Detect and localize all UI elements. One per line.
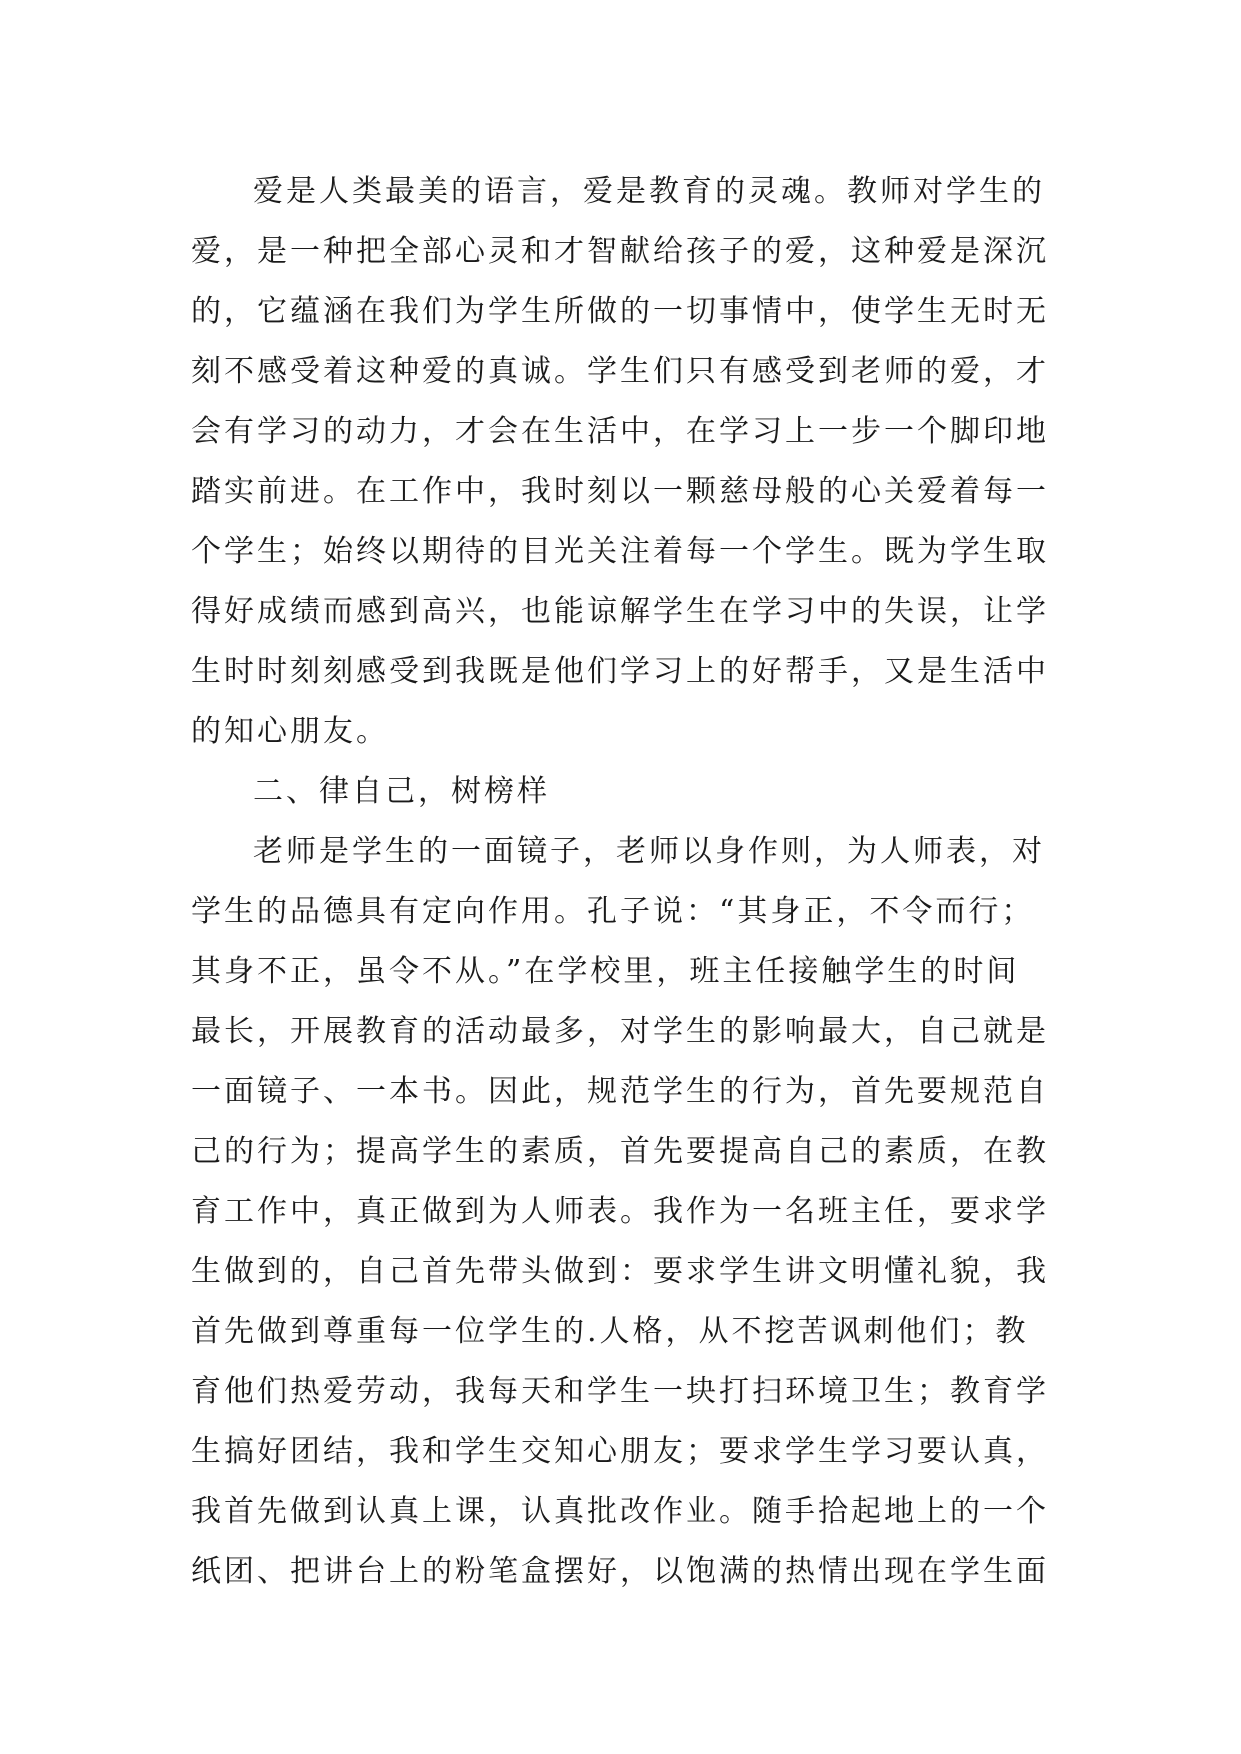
text-line: 其身不正，虽令不从。”在学校里，班主任接触学生的时间 — [191, 954, 1020, 989]
section-heading: 二、律自己，树榜样 — [253, 774, 550, 809]
text-line: 爱是人类最美的语言，爱是教育的灵魂。教师对学生的 — [253, 174, 1045, 209]
text-line: 生搞好团结，我和学生交知心朋友；要求学生学习要认真， — [191, 1434, 1049, 1469]
text-line: 的，它蕴涵在我们为学生所做的一切事情中，使学生无时无 — [191, 294, 1049, 329]
text-line: 生时时刻刻感受到我既是他们学习上的好帮手，又是生活中 — [191, 654, 1049, 689]
text-line: 己的行为；提高学生的素质，首先要提高自己的素质，在教 — [191, 1134, 1049, 1169]
text-line: 最长，开展教育的活动最多，对学生的影响最大，自己就是 — [191, 1014, 1049, 1049]
text-line: 刻不感受着这种爱的真诚。学生们只有感受到老师的爱，才 — [191, 354, 1049, 389]
text-line: 踏实前进。在工作中，我时刻以一颗慈母般的心关爱着每一 — [191, 474, 1049, 509]
text-line: 的知心朋友。 — [191, 714, 389, 749]
text-line: 一面镜子、一本书。因此，规范学生的行为，首先要规范自 — [191, 1074, 1049, 1109]
text-line: 首先做到尊重每一位学生的.人格，从不挖苦讽刺他们；教 — [191, 1314, 1029, 1349]
text-line: 育他们热爱劳动，我每天和学生一块打扫环境卫生；教育学 — [191, 1374, 1049, 1409]
text-line: 育工作中，真正做到为人师表。我作为一名班主任，要求学 — [191, 1194, 1049, 1229]
text-line: 纸团、把讲台上的粉笔盒摆好，以饱满的热情出现在学生面 — [191, 1554, 1049, 1589]
text-line: 得好成绩而感到高兴，也能谅解学生在学习中的失误，让学 — [191, 594, 1049, 629]
text-line: 会有学习的动力，才会在生活中，在学习上一步一个脚印地 — [191, 414, 1049, 449]
document-body — [191, 162, 1051, 1602]
text-line: 老师是学生的一面镜子，老师以身作则，为人师表，对 — [253, 834, 1045, 869]
text-line: 个学生；始终以期待的目光关注着每一个学生。既为学生取 — [191, 534, 1049, 569]
text-line: 学生的品德具有定向作用。孔子说：“其身正，不令而行； — [191, 894, 1035, 929]
text-line: 爱，是一种把全部心灵和才智献给孩子的爱，这种爱是深沉 — [191, 234, 1049, 269]
text-line: 我首先做到认真上课，认真批改作业。随手拾起地上的一个 — [191, 1494, 1049, 1529]
text-line: 生做到的，自己首先带头做到：要求学生讲文明懂礼貌，我 — [191, 1254, 1049, 1289]
